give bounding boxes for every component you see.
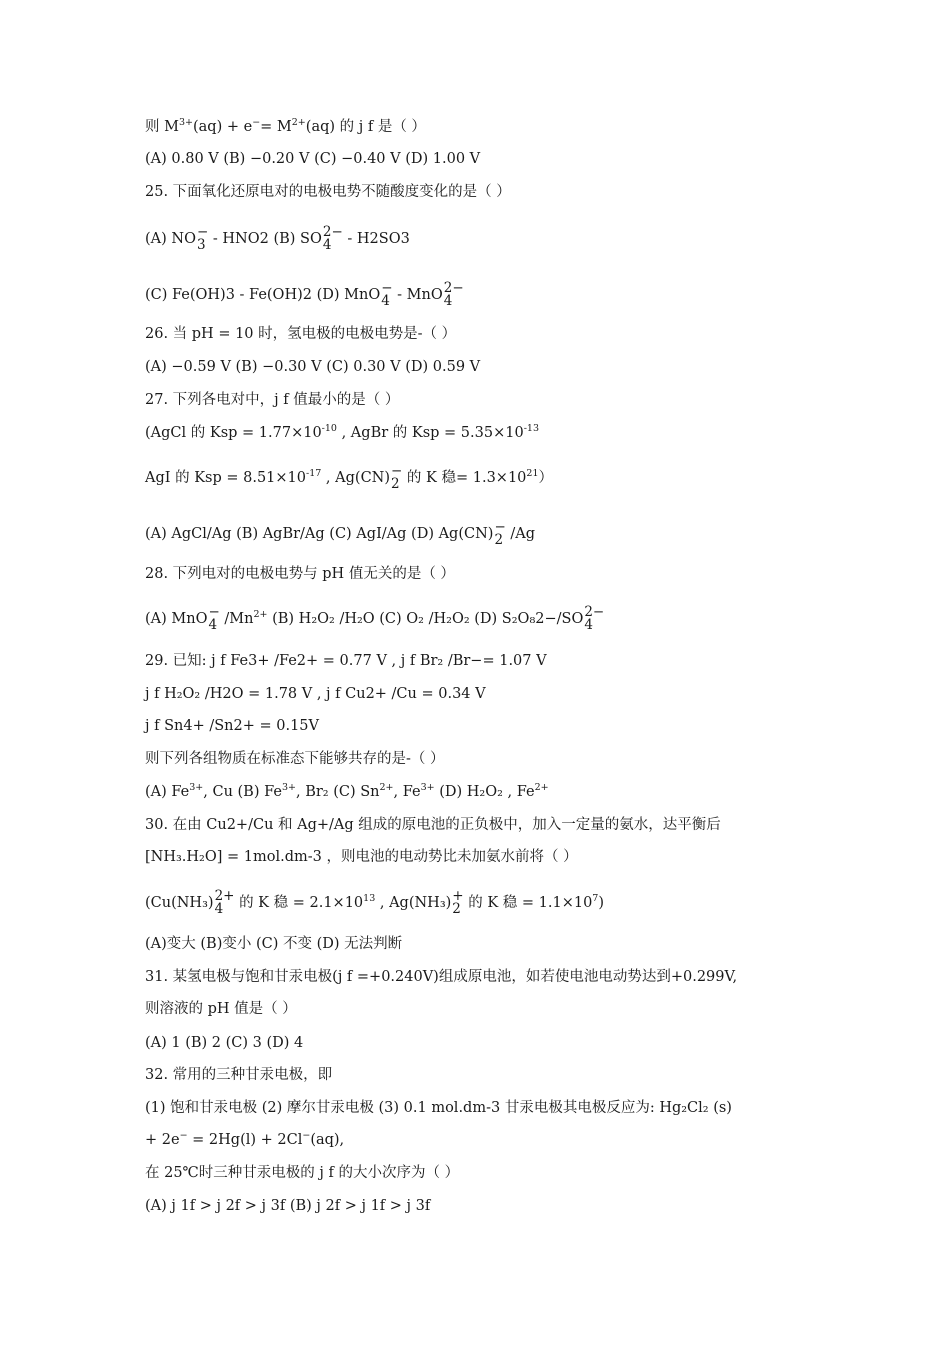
text-run: (aq), xyxy=(310,1132,345,1148)
superscript: 2+ xyxy=(379,782,394,794)
text-run: (aq) + e xyxy=(192,119,253,135)
given-data-line xyxy=(145,890,604,916)
text-run: + 2e xyxy=(145,1132,180,1148)
text-run: - H2SO3 xyxy=(342,231,410,247)
ion-charge: − xyxy=(208,604,220,620)
ion-subscript: 4 xyxy=(584,617,593,633)
text-run: = M xyxy=(260,119,292,135)
answer-options: (A) j 1f > j 2f > j 3f (B) j 2f > j 1f > j 3f xyxy=(145,1198,431,1214)
superscript: 21 xyxy=(526,468,539,480)
equation-line xyxy=(145,117,426,137)
ion-charge: 2− xyxy=(443,280,464,296)
superscript: − xyxy=(179,1130,188,1142)
given-data-line: j f Sn4+ /Sn2+ = 0.15V xyxy=(145,718,319,734)
text-run: (aq) 的 j f 是（ ） xyxy=(305,119,426,135)
ion-subscript: 4 xyxy=(443,293,453,309)
question-text: [NH₃.H₂O] = 1mol.dm-3 ，则电池的电动势比未加氨水前将（ ） xyxy=(145,849,578,865)
superscript: 2+ xyxy=(291,117,306,129)
ion-subscript: 2 xyxy=(452,901,461,917)
question-30: 30. 在由 Cu2+/Cu 和 Ag+/Ag 组成的原电池的正负极中，加入一定量的氨水，达平衡后 xyxy=(145,817,721,833)
superscript: 2+ xyxy=(253,609,268,621)
question-31: 31. 某氢电极与饱和甘汞电极(j f =+0.240V)组成原电池，如若使电池电动势达到+0.299V, xyxy=(145,969,738,985)
text-run: (Cu(NH₃) xyxy=(145,895,214,911)
superscript: 13 xyxy=(363,893,376,905)
answer-options xyxy=(145,226,410,252)
answer-options xyxy=(145,282,464,308)
ion-subscript: 4 xyxy=(381,293,390,309)
answer-options: (A)变大 (B)变小 (C) 不变 (D) 无法判断 xyxy=(145,936,403,952)
superscript: 3+ xyxy=(281,782,296,794)
text-run: (B) H₂O₂ /H₂O (C) O₂ /H₂O₂ (D) S₂O₈2−/SO xyxy=(267,611,584,627)
text-run: = 2Hg(l) + 2Cl xyxy=(187,1132,303,1148)
text-run: /Ag xyxy=(505,526,536,542)
answer-options: (A) 1 (B) 2 (C) 3 (D) 4 xyxy=(145,1035,304,1051)
ion-charge: + xyxy=(452,888,464,904)
text-run: (A) MnO xyxy=(145,611,208,627)
question-25: 25. 下面氧化还原电对的电极电势不随酸度变化的是（ ） xyxy=(145,184,511,200)
question-text: 则下列各组物质在标准态下能够共存的是-（ ） xyxy=(145,751,445,767)
answer-options xyxy=(145,782,549,802)
superscript: 3+ xyxy=(189,782,204,794)
equation-line xyxy=(145,1130,344,1150)
text-run: 的 K 稳= 1.3×10 xyxy=(402,470,527,486)
text-run: AgI 的 Ksp = 8.51×10 xyxy=(145,470,307,486)
question-26: 26. 当 pH = 10 时，氢电极的电极电势是-（ ） xyxy=(145,326,457,342)
ion-subscript: 4 xyxy=(208,617,218,633)
superscript: − xyxy=(302,1130,311,1142)
question-29: 29. 已知: j f Fe3+ /Fe2+ = 0.77 V , j f Br₂ /Br−= 1.07 V xyxy=(145,653,547,669)
given-data-line xyxy=(145,465,553,491)
question-32: 32. 常用的三种甘汞电极，即 xyxy=(145,1067,333,1083)
superscript: 2+ xyxy=(534,782,549,794)
answer-options: (A) 0.80 V (B) −0.20 V (C) −0.40 V (D) 1.00 V xyxy=(145,151,481,167)
text-run: - MnO xyxy=(392,287,443,303)
ion-charge: − xyxy=(494,519,506,535)
ion-charge: − xyxy=(196,224,209,240)
ion-subscript: 2 xyxy=(391,476,400,492)
ion-subscript: 4 xyxy=(322,237,332,253)
text-run: 则 M xyxy=(145,119,179,135)
text-run: (A) NO xyxy=(145,231,196,247)
superscript: − xyxy=(252,117,261,129)
text-run: , Br₂ (C) Sn xyxy=(295,784,380,800)
given-data-line: j f H₂O₂ /H2O = 1.78 V , j f Cu2+ /Cu = 0.34 V xyxy=(145,686,486,702)
text-run: (C) Fe(OH)3 - Fe(OH)2 (D) MnO xyxy=(145,287,381,303)
given-data-line xyxy=(145,423,539,443)
text-run: ) xyxy=(598,895,605,911)
answer-options: (A) −0.59 V (B) −0.30 V (C) 0.30 V (D) 0.59 V xyxy=(145,359,481,375)
superscript: -10 xyxy=(321,423,337,435)
ion-charge: − xyxy=(391,463,403,479)
ion-charge: − xyxy=(381,280,393,296)
ion-charge: 2− xyxy=(322,224,343,240)
text-run: , Ag(CN) xyxy=(321,470,391,486)
text-run: (AgCl 的 Ksp = 1.77×10 xyxy=(145,425,322,441)
ion-subscript: 2 xyxy=(494,532,504,548)
superscript: -13 xyxy=(523,423,539,435)
question-text: 则溶液的 pH 值是（ ） xyxy=(145,1001,297,1017)
answer-options xyxy=(145,606,604,632)
text-run: (D) H₂O₂ , Fe xyxy=(434,784,535,800)
ion-subscript: 4 xyxy=(214,901,224,917)
text-run: - HNO2 (B) SO xyxy=(208,231,322,247)
superscript: -17 xyxy=(306,468,322,480)
question-text: 在 25℃时三种甘汞电极的 j f 的大小次序为（ ） xyxy=(145,1165,460,1181)
question-28: 28. 下列电对的电极电势与 pH 值无关的是（ ） xyxy=(145,566,455,582)
text-run: , Cu (B) Fe xyxy=(203,784,282,800)
text-run: , Ag(NH₃) xyxy=(375,895,452,911)
text-run: (A) AgCl/Ag (B) AgBr/Ag (C) AgI/Ag (D) Ag(CN) xyxy=(145,526,494,542)
text-run: (A) Fe xyxy=(145,784,190,800)
superscript: 3+ xyxy=(178,117,193,129)
answer-options xyxy=(145,521,535,547)
text-run: , AgBr 的 Ksp = 5.35×10 xyxy=(336,425,524,441)
question-27: 27. 下列各电对中，j f 值最小的是（ ） xyxy=(145,392,400,408)
text-run: ） xyxy=(538,470,554,486)
ion-charge: 2+ xyxy=(214,888,235,904)
text-run: 的 K 稳 = 1.1×10 xyxy=(463,895,593,911)
superscript: 3+ xyxy=(420,782,435,794)
ion-charge: 2− xyxy=(584,604,605,620)
question-text: (1) 饱和甘汞电极 (2) 摩尔甘汞电极 (3) 0.1 mol.dm-3 甘汞电极其电极反应为: Hg₂Cl₂ (s) xyxy=(145,1100,732,1116)
superscript: 7 xyxy=(592,893,599,905)
ion-subscript: 3 xyxy=(196,237,206,253)
text-run: 的 K 稳 = 2.1×10 xyxy=(234,895,364,911)
text-run: , Fe xyxy=(393,784,421,800)
text-run: /Mn xyxy=(219,611,254,627)
